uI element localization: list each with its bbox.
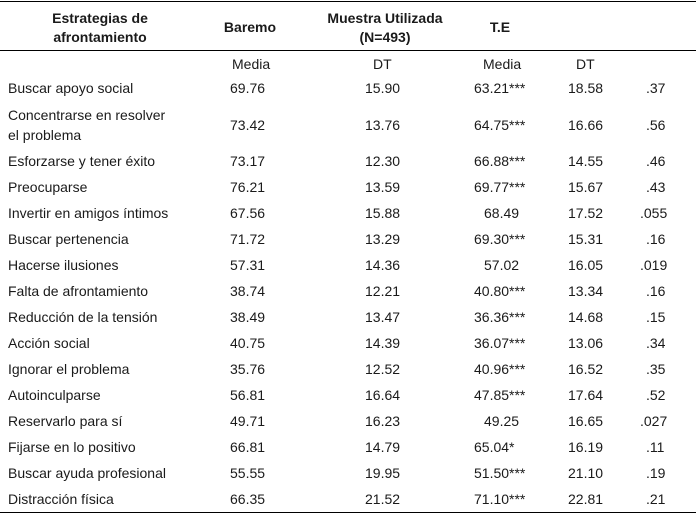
table-row — [0, 105, 696, 145]
baremo-dt: 16.23 — [365, 413, 401, 429]
strategy-name: Fijarse en lo positivo — [8, 439, 136, 455]
baremo-dt: 12.21 — [365, 283, 401, 299]
strategy-name: Hacerse ilusiones — [8, 257, 119, 273]
te-dt: 16.52 — [568, 361, 604, 377]
header-baremo: Baremo — [223, 19, 277, 35]
baremo-media: 67.56 — [230, 205, 266, 221]
strategy-name: Autoinculparse — [8, 387, 101, 403]
subheader-media-baremo: Media — [232, 56, 271, 72]
header-estrategias-line1: Estrategias de — [52, 10, 148, 26]
baremo-media: 73.17 — [230, 153, 266, 169]
baremo-media: 55.55 — [230, 465, 266, 481]
subheader-media-te: Media — [483, 56, 522, 72]
te-media: 71.10*** — [474, 491, 526, 507]
baremo-media: 35.76 — [230, 361, 266, 377]
p-value: .027 — [640, 413, 668, 429]
p-value: .52 — [646, 387, 666, 403]
strategy-name: Falta de afrontamiento — [8, 283, 149, 299]
baremo-media: 76.21 — [230, 179, 266, 195]
baremo-dt: 13.47 — [365, 309, 401, 325]
strategy-name-line2: el problema — [8, 127, 82, 143]
te-media: 64.75*** — [474, 117, 526, 133]
p-value: .11 — [646, 439, 665, 455]
te-dt: 22.81 — [568, 491, 604, 507]
te-media: 47.85*** — [474, 387, 526, 403]
strategy-name: Ignorar el problema — [8, 361, 130, 377]
baremo-media: 49.71 — [230, 413, 266, 429]
subheader-dt-te: DT — [576, 56, 595, 72]
baremo-media: 73.42 — [230, 117, 266, 133]
header-muestra-line2: (N=493) — [359, 29, 411, 45]
baremo-dt: 19.95 — [365, 465, 401, 481]
baremo-dt: 16.64 — [365, 387, 401, 403]
baremo-dt: 14.79 — [365, 439, 401, 455]
strategy-name: Buscar apoyo social — [8, 80, 134, 96]
baremo-dt: 13.59 — [365, 179, 401, 195]
te-media: 69.77*** — [474, 179, 526, 195]
te-dt: 15.67 — [568, 179, 604, 195]
strategy-name: Reducción de la tensión — [8, 309, 158, 325]
baremo-media: 38.49 — [230, 309, 266, 325]
te-dt: 16.66 — [568, 117, 604, 133]
baremo-dt: 13.29 — [365, 231, 401, 247]
te-media: 65.04* — [474, 439, 515, 455]
te-media: 69.30*** — [474, 231, 526, 247]
baremo-dt: 21.52 — [365, 491, 401, 507]
header-te: T.E — [489, 19, 511, 35]
baremo-media: 69.76 — [230, 80, 266, 96]
table-bottom-rule — [0, 512, 696, 513]
p-value: .16 — [646, 231, 666, 247]
p-value: .21 — [646, 491, 666, 507]
strategy-name: Distracción física — [8, 491, 114, 507]
p-value: .34 — [646, 335, 666, 351]
te-dt: 16.19 — [568, 439, 604, 455]
te-media: 40.80*** — [474, 283, 526, 299]
strategy-name: Buscar pertenencia — [8, 231, 129, 247]
p-value: .16 — [646, 283, 666, 299]
te-dt: 17.52 — [568, 205, 604, 221]
te-dt: 18.58 — [568, 80, 604, 96]
p-value: .56 — [646, 117, 666, 133]
strategy-name: Buscar ayuda profesional — [8, 465, 166, 481]
te-dt: 13.34 — [568, 283, 604, 299]
te-dt: 14.55 — [568, 153, 604, 169]
te-dt: 14.68 — [568, 309, 604, 325]
table-top-rule — [0, 1, 696, 2]
baremo-dt: 15.88 — [365, 205, 401, 221]
te-media: 51.50*** — [474, 465, 526, 481]
strategy-name: Invertir en amigos íntimos — [8, 205, 169, 221]
p-value: .43 — [646, 179, 666, 195]
baremo-dt: 12.52 — [365, 361, 401, 377]
baremo-media: 71.72 — [230, 231, 266, 247]
te-dt: 17.64 — [568, 387, 604, 403]
te-media: 63.21*** — [474, 80, 526, 96]
subheader-dt-baremo: DT — [373, 56, 392, 72]
p-value: .19 — [646, 465, 666, 481]
te-media: 40.96*** — [474, 361, 526, 377]
te-media: 36.07*** — [474, 335, 526, 351]
te-media: 57.02 — [484, 257, 520, 273]
strategy-name: Preocuparse — [8, 179, 88, 195]
p-value: .46 — [646, 153, 666, 169]
baremo-media: 38.74 — [230, 283, 266, 299]
baremo-media: 57.31 — [230, 257, 266, 273]
header-rule — [0, 50, 696, 51]
p-value: .055 — [640, 205, 668, 221]
p-value: .37 — [646, 80, 666, 96]
p-value: .15 — [646, 309, 666, 325]
te-dt: 21.10 — [568, 465, 604, 481]
strategy-name: Esforzarse y tener éxito — [8, 153, 156, 169]
baremo-dt: 14.36 — [365, 257, 401, 273]
strategy-name-line1: Concentrarse en resolver — [8, 107, 166, 123]
te-dt: 15.31 — [568, 231, 604, 247]
strategy-name: Reservarlo para sí — [8, 413, 123, 429]
baremo-dt: 15.90 — [365, 80, 401, 96]
baremo-media: 40.75 — [230, 335, 266, 351]
p-value: .019 — [640, 257, 668, 273]
header-muestra — [315, 9, 455, 47]
te-media: 66.88*** — [474, 153, 526, 169]
te-media: 49.25 — [484, 413, 520, 429]
baremo-dt: 14.39 — [365, 335, 401, 351]
te-dt: 16.05 — [568, 257, 604, 273]
strategy-name: Acción social — [8, 335, 90, 351]
baremo-media: 56.81 — [230, 387, 266, 403]
te-media: 36.36*** — [474, 309, 526, 325]
baremo-media: 66.81 — [230, 439, 266, 455]
header-muestra-line1: Muestra Utilizada — [327, 10, 443, 26]
te-dt: 16.65 — [568, 413, 604, 429]
p-value: .35 — [646, 361, 666, 377]
te-dt: 13.06 — [568, 335, 604, 351]
baremo-dt: 13.76 — [365, 117, 401, 133]
header-estrategias-line2: afrontamiento — [53, 29, 147, 45]
baremo-dt: 12.30 — [365, 153, 401, 169]
baremo-media: 66.35 — [230, 491, 266, 507]
te-media: 68.49 — [484, 205, 520, 221]
header-estrategias — [28, 9, 172, 47]
